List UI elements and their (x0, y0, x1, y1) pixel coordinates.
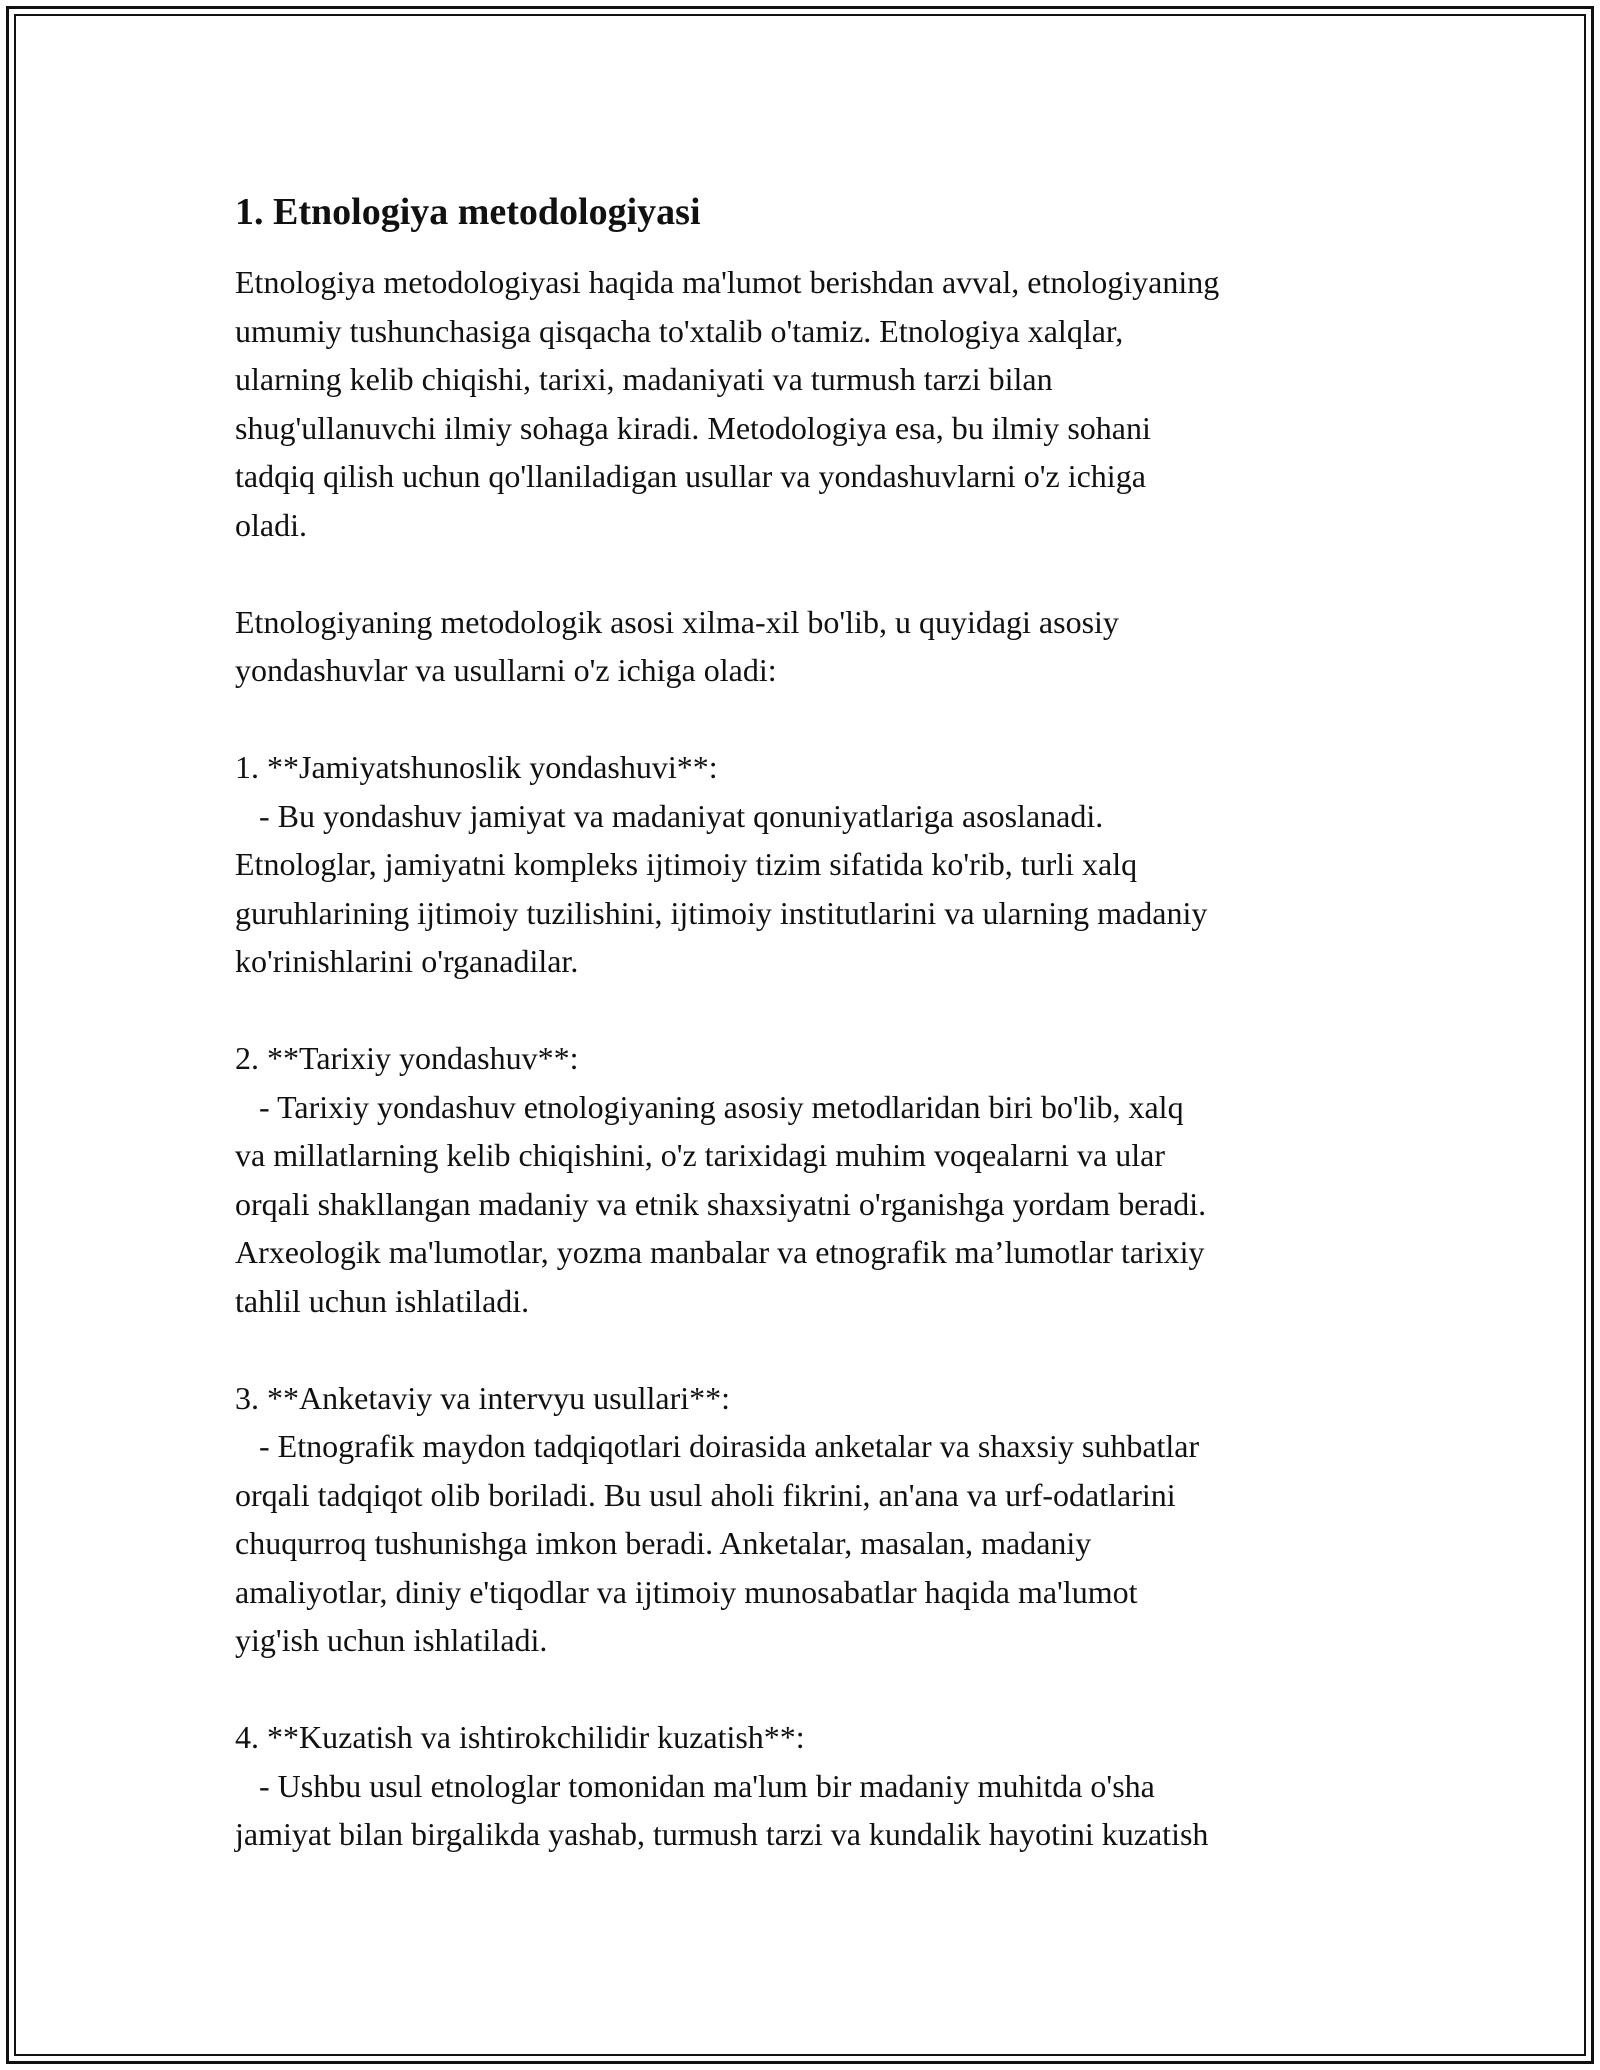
paragraph-spacer (235, 1665, 1375, 1714)
list-item-sociology-approach: 1. **Jamiyatshunoslik yondashuvi**: - Bu yondashuv jamiyat va madaniyat qonuniyatlariga asoslanadi. Etnologlar, jamiyatni kompleks ijtimoiy tizim sifatida ko'rib, turli xalq guruhlarining ijtimoiy tuzilishini, ijtimoiy institutlarini va ularning madaniy ko'rinishlarini o'rganadilar. (235, 749, 1208, 979)
intro-paragraph: Etnologiya metodologiyasi haqida ma'lumot berishdan avval, etnologiyaning umumiy tushunchasiga qisqacha to'xtalib o'tamiz. Etnologiya xalqlar, ularning kelib chiqishi, tarixi, madaniyati va turmush tarzi bilan shug'ullanuvchi ilmiy sohaga kiradi. Metodologiya esa, bu ilmiy sohani tadqiq qilish uchun qo'llaniladigan usullar va yondashuvlarni o'z ichiga oladi. (235, 264, 1220, 543)
paragraph-spacer (235, 1325, 1375, 1374)
paragraph-spacer (235, 695, 1375, 744)
document-body (235, 188, 1375, 1859)
list-item-historical-approach: 2. **Tarixiy yondashuv**: - Tarixiy yondashuv etnologiyaning asosiy metodlaridan biri bo'lib, xalq va millatlarning kelib chiqishini, o'z tarixidagi muhim voqealarni va ular orqali shakllangan madaniy va etnik shaxsiyatni o'rganishga yordam beradi. Arxeologik ma'lumotlar, yozma manbalar va etnografik ma’lumotlar tarixiy tahlil uchun ishlatiladi. (235, 1040, 1207, 1319)
methodology-overview-paragraph: Etnologiyaning metodologik asosi xilma-xil bo'lib, u quyidagi asosiy yondashuvlar va usullarni o'z ichiga oladi: (235, 603, 1119, 688)
section-heading: 1. Etnologiya metodologiyasi (235, 191, 701, 233)
paragraph-spacer (235, 986, 1375, 1035)
paragraph-spacer (235, 549, 1375, 598)
list-item-survey-interview-methods: 3. **Anketaviy va intervyu usullari**: - Etnografik maydon tadqiqotlari doirasida anketalar va shaxsiy suhbatlar orqali tadqiqot olib boriladi. Bu usul aholi fikrini, an'ana va urf-odatlarini chuqurroq tushunishga imkon beradi. Anketalar, masalan, madaniy amaliyotlar, diniy e'tiqodlar va ijtimoiy munosabatlar haqida ma'lumot yig'ish uchun ishlatiladi. (235, 1379, 1200, 1658)
list-item-observation-method: 4. **Kuzatish va ishtirokchilidir kuzatish**: - Ushbu usul etnologlar tomonidan ma'lum bir madaniy muhitda o'sha jamiyat bilan birgalikda yashab, turmush tarzi va kundalik hayotini kuzatish (235, 1719, 1209, 1852)
